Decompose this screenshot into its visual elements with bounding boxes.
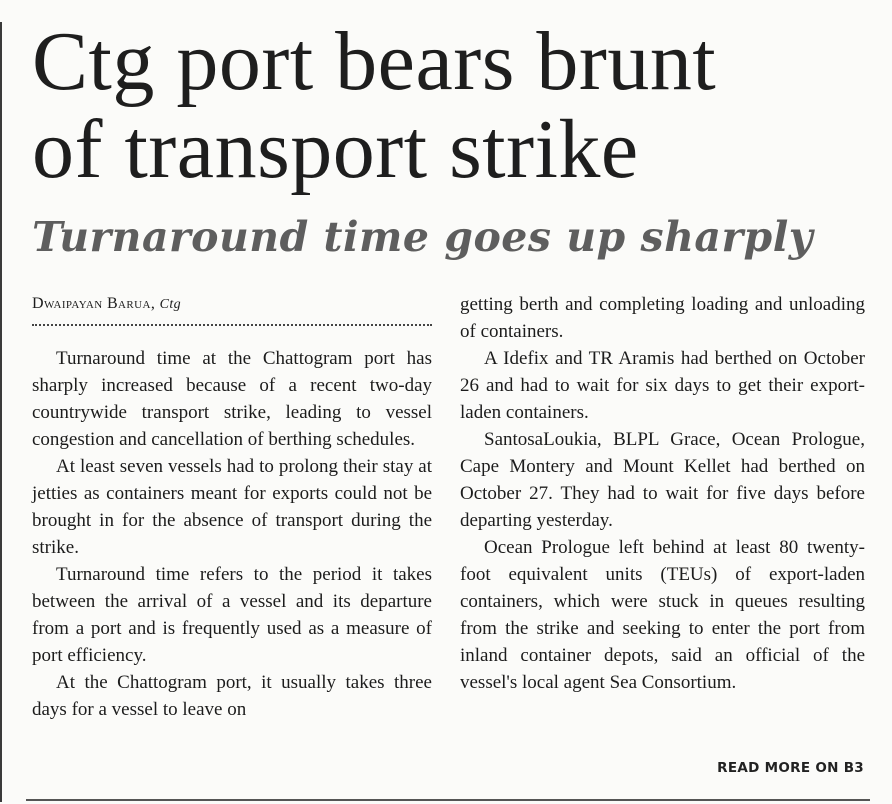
column-rule-left — [0, 22, 2, 802]
article-column-left — [32, 345, 432, 723]
paragraph: A Idefix and TR Aramis had berthed on October 26 and had to wait for six days to get their export-laden containers. — [460, 348, 865, 423]
paragraph: Turnaround time refers to the period it takes between the arrival of a vessel and its departure from a port and is frequently used as a measure of port efficiency. — [32, 564, 432, 666]
headline-line-1: Ctg port bears brunt — [32, 15, 717, 108]
paragraph: SantosaLoukia, BLPL Grace, Ocean Prologue, Cape Montery and Mount Kellet had berthed on October 27. They had to wait for five days before departing yesterday. — [460, 429, 865, 531]
article-column-right — [460, 291, 865, 696]
paragraph: Ocean Prologue left behind at least 80 twenty-foot equivalent units (TEUs) of export-laden containers, which were stuck in queues resulting from the strike and seeking to enter the port from inland container depots, said an official of the vessel's local agent Sea Consortium. — [460, 537, 865, 693]
paragraph: At least seven vessels had to prolong their stay at jetties as containers meant for exports could not be brought in for the absence of transport during the strike. — [32, 456, 432, 558]
byline-place: Ctg — [159, 297, 182, 312]
byline-author: Dwaipayan Barua, — [32, 295, 156, 312]
byline-divider — [32, 324, 432, 326]
subheadline: Turnaround time goes up sharply — [32, 213, 814, 261]
bottom-rule — [26, 799, 870, 801]
paragraph-continued: getting berth and completing loading and unloading of containers. — [460, 294, 865, 342]
paragraph: Turnaround time at the Chattogram port has sharply increased because of a recent two-day countrywide transport strike, leading to vessel congestion and cancellation of berthing schedules. — [32, 348, 432, 450]
headline-line-2: of transport strike — [32, 103, 639, 196]
paragraph: At the Chattogram port, it usually takes three days for a vessel to leave on — [32, 672, 432, 720]
headline — [32, 15, 882, 196]
byline — [32, 294, 432, 315]
read-more-link[interactable]: READ MORE ON B3 — [717, 760, 864, 776]
